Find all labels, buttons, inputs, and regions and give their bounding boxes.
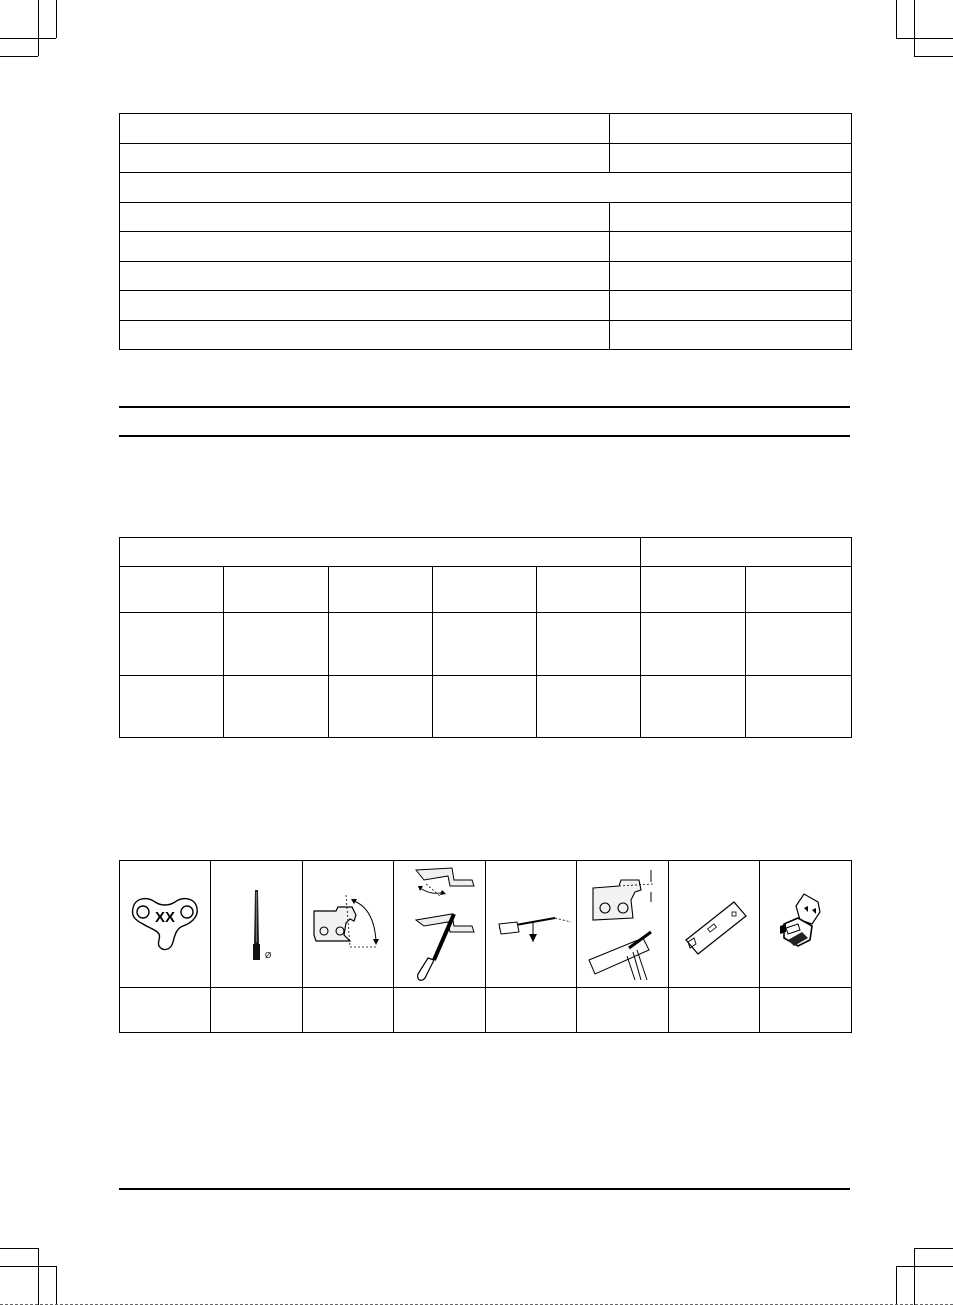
depth-gauge-icon <box>579 862 667 986</box>
table-cell <box>610 203 852 232</box>
table-cell <box>760 988 852 1033</box>
table-cell <box>120 203 610 232</box>
table-row <box>120 988 852 1033</box>
crop-mark <box>56 1266 57 1305</box>
table-cell <box>610 262 852 291</box>
table-header-group <box>641 538 852 567</box>
crop-mark <box>0 1248 38 1249</box>
table-cell <box>537 613 641 676</box>
table-row <box>120 173 852 203</box>
table-cell <box>120 114 610 144</box>
table-cell <box>120 262 610 291</box>
table-cell <box>760 861 852 988</box>
section-heading-rule-top <box>119 406 850 408</box>
table-row <box>120 114 852 144</box>
table-row <box>120 203 852 232</box>
file-holder-icon <box>489 894 573 954</box>
crop-mark <box>0 56 38 57</box>
table-header-cell <box>329 567 433 613</box>
drive-link-label: XX <box>154 909 176 926</box>
table-header-cell <box>746 567 852 613</box>
table-row <box>120 291 852 321</box>
sharpening-jig-icon <box>764 884 848 964</box>
table-cell <box>303 861 394 988</box>
table-header-cell <box>433 567 537 613</box>
table-cell <box>224 676 329 738</box>
table-cell <box>394 988 486 1033</box>
crop-mark <box>914 0 915 56</box>
table-cell <box>641 676 746 738</box>
drive-link-icon <box>123 890 207 958</box>
table-cell <box>746 613 852 676</box>
crop-mark <box>896 1266 897 1305</box>
table-cell <box>394 861 486 988</box>
cutter-angle-icon <box>306 889 390 959</box>
table-header-cell <box>120 567 224 613</box>
crop-mark <box>0 38 56 39</box>
table-row <box>120 567 852 613</box>
table-cell <box>120 676 224 738</box>
table-row <box>120 232 852 262</box>
crop-mark <box>38 0 39 56</box>
crop-mark <box>0 1266 56 1267</box>
section-heading-rule-bottom <box>119 435 850 437</box>
sharpening-tools-table <box>119 860 852 1033</box>
crop-mark <box>56 0 57 38</box>
table-cell <box>610 232 852 262</box>
table-cell <box>577 988 669 1033</box>
table-cell <box>120 144 610 173</box>
table-cell <box>211 988 303 1033</box>
filing-angle-icon <box>396 862 484 986</box>
table-section-cell <box>120 173 852 203</box>
footer-rule <box>119 1188 850 1190</box>
table-cell <box>669 861 760 988</box>
table-cell <box>120 291 610 321</box>
table-cell <box>433 613 537 676</box>
table-cell <box>641 613 746 676</box>
depth-gauge-tool-icon <box>672 884 756 964</box>
table-cell <box>120 232 610 262</box>
table-cell <box>120 321 610 350</box>
table-cell <box>610 114 852 144</box>
table-cell <box>486 988 577 1033</box>
crop-mark <box>914 1248 915 1305</box>
table-row <box>120 144 852 173</box>
crop-mark <box>38 1248 39 1305</box>
table-cell <box>303 988 394 1033</box>
table-row <box>120 262 852 291</box>
table-header-cell <box>537 567 641 613</box>
table-cell <box>120 613 224 676</box>
spec-table <box>119 113 852 350</box>
table-cell <box>120 861 211 988</box>
table-cell <box>329 676 433 738</box>
table-cell <box>610 291 852 321</box>
crop-mark <box>914 56 953 57</box>
table-header-group <box>120 538 641 567</box>
table-header-cell <box>641 567 746 613</box>
table-cell <box>433 676 537 738</box>
table-cell <box>537 676 641 738</box>
crop-mark <box>896 0 897 38</box>
table-header-cell <box>224 567 329 613</box>
table-row <box>120 538 852 567</box>
table-cell <box>669 988 760 1033</box>
table-cell <box>577 861 669 988</box>
crop-mark <box>896 1266 953 1267</box>
table-cell <box>224 613 329 676</box>
table-row <box>120 861 852 988</box>
round-file-icon <box>227 884 287 964</box>
crop-mark <box>914 1248 953 1249</box>
table-cell <box>329 613 433 676</box>
table-cell <box>610 144 852 173</box>
file-diameter-label: Ø <box>264 951 271 960</box>
bar-chain-table <box>119 537 852 738</box>
table-cell <box>610 321 852 350</box>
crop-mark <box>896 38 953 39</box>
table-row <box>120 321 852 350</box>
table-cell <box>211 861 303 988</box>
table-cell <box>486 861 577 988</box>
table-cell <box>120 988 211 1033</box>
table-row <box>120 613 852 676</box>
table-row <box>120 676 852 738</box>
table-cell <box>746 676 852 738</box>
